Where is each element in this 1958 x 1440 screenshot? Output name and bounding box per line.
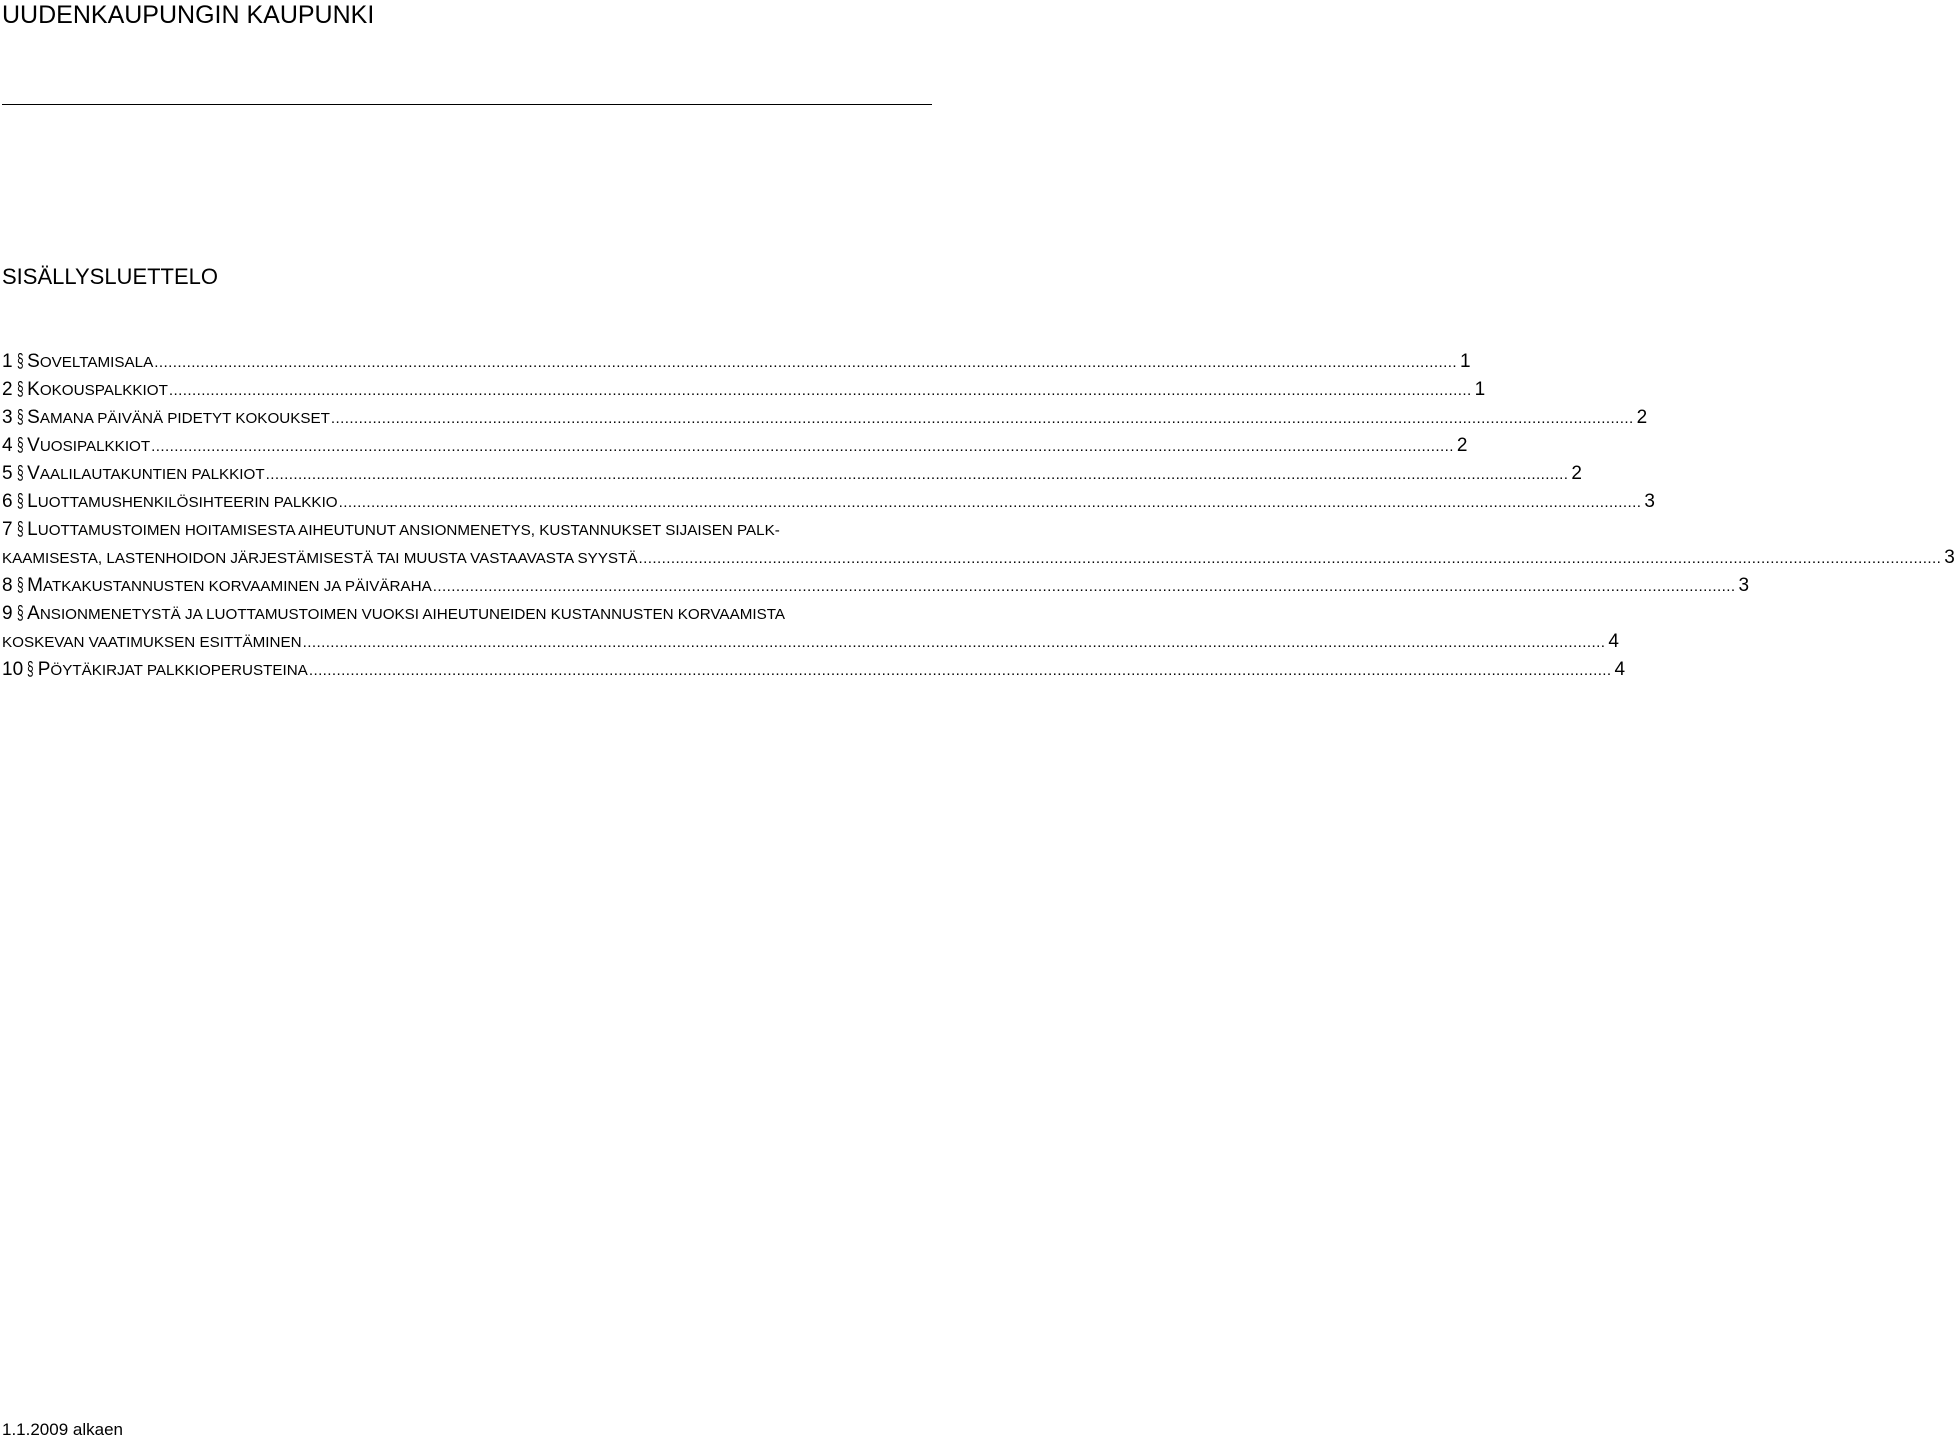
- toc-dot-leader: ..........................................................................................................................................................................................................................................................................................: [330, 410, 1634, 427]
- toc-entry-9-continuation[interactable]: [2, 628, 1619, 656]
- toc-dot-leader: ..........................................................................................................................................................................................................................................................................................: [338, 494, 1642, 511]
- validity-date-note: 1.1.2009 alkaen: [2, 1420, 123, 1439]
- section-sign-icon: §: [16, 407, 24, 428]
- toc-entry-title-continuation: KAAMISESTA, LASTENHOIDON JÄRJESTÄMISESTÄ TAI MUUSTA VASTAAVASTA SYYSTÄ: [2, 550, 638, 567]
- toc-dot-leader: ..........................................................................................................................................................................................................................................................................................: [432, 578, 1736, 595]
- section-sign-icon: §: [16, 491, 24, 512]
- document-title: UUDENKAUPUNGIN KAUPUNKI: [2, 1, 375, 29]
- toc-entry-title: AMANA PÄIVÄNÄ PIDETYT KOKOUKSET: [39, 410, 330, 427]
- toc-entry-1[interactable]: [2, 348, 1471, 376]
- toc-page-number: 1: [1474, 379, 1486, 400]
- toc-entry-number: 6: [2, 491, 13, 512]
- toc-page-number: 1: [1459, 351, 1471, 372]
- toc-entry-title-initial: V: [27, 435, 40, 456]
- section-sign-icon: §: [27, 659, 34, 680]
- toc-entry-title: NSIONMENETYSTÄ JA LUOTTAMUSTOIMEN VUOKSI AIHEUTUNEIDEN KUSTANNUSTEN KORVAAMISTA: [39, 606, 785, 623]
- toc-heading: SISÄLLYSLUETTELO: [2, 264, 219, 289]
- toc-entry-10[interactable]: [2, 656, 1626, 684]
- toc-page-number: 3: [1944, 547, 1955, 568]
- toc-entry-title-initial: L: [27, 519, 38, 540]
- toc-entry-title-initial: K: [27, 379, 40, 400]
- toc-entry-number: 7: [2, 519, 13, 540]
- section-sign-icon: §: [16, 351, 24, 372]
- header-divider: [2, 104, 932, 105]
- table-of-contents: [2, 348, 1955, 684]
- toc-page-number: 2: [1571, 463, 1582, 484]
- section-sign-icon: §: [16, 463, 24, 484]
- toc-entry-number: 10: [2, 659, 24, 680]
- toc-entry-title: UOSIPALKKIOT: [39, 438, 151, 455]
- toc-entry-number: 8: [2, 575, 13, 596]
- toc-entry-number: 1: [2, 351, 13, 372]
- section-sign-icon: §: [16, 603, 24, 624]
- toc-page-number: 4: [1614, 659, 1626, 680]
- toc-page-number: 3: [1738, 575, 1750, 596]
- toc-entry-title-initial: L: [27, 491, 38, 512]
- toc-entry-title-initial: S: [27, 351, 40, 372]
- toc-page-number: 2: [1456, 435, 1468, 456]
- toc-entry-title: ÖYTÄKIRJAT PALKKIOPERUSTEINA: [50, 662, 308, 679]
- toc-entry-title: UOTTAMUSHENKILÖSIHTEERIN PALKKIO: [37, 494, 338, 511]
- toc-entry-title-initial: A: [27, 603, 40, 624]
- toc-page-number: 2: [1636, 407, 1648, 428]
- section-sign-icon: §: [16, 435, 24, 456]
- toc-entry-number: 5: [2, 463, 13, 484]
- toc-entry-title-initial: M: [27, 575, 43, 596]
- toc-entry-8[interactable]: [2, 572, 1750, 600]
- toc-entry-7-continuation[interactable]: [2, 544, 1955, 572]
- toc-entry-7[interactable]: [2, 516, 960, 544]
- toc-dot-leader: ..........................................................................................................................................................................................................................................................................................: [638, 550, 1942, 567]
- toc-entry-title: ATKAKUSTANNUSTEN KORVAAMINEN JA PÄIVÄRAHA: [42, 578, 432, 595]
- toc-entry-title-continuation: KOSKEVAN VAATIMUKSEN ESITTÄMINEN: [2, 634, 302, 651]
- toc-entry-title: OVELTAMISALA: [39, 354, 154, 371]
- toc-entry-title: UOTTAMUSTOIMEN HOITAMISESTA AIHEUTUNUT ANSIONMENETYS, KUSTANNUKSET SIJAISEN PALK-: [37, 522, 780, 539]
- toc-entry-number: 2: [2, 379, 13, 400]
- toc-entry-title: OKOUSPALKKIOT: [39, 382, 168, 399]
- toc-entry-3[interactable]: [2, 404, 1648, 432]
- section-sign-icon: §: [16, 575, 24, 596]
- toc-dot-leader: ..........................................................................................................................................................................................................................................................................................: [302, 634, 1606, 651]
- toc-entry-6[interactable]: [2, 488, 1655, 516]
- toc-entry-number: 3: [2, 407, 13, 428]
- toc-page-number: 4: [1608, 631, 1619, 652]
- toc-entry-2[interactable]: [2, 376, 1486, 404]
- toc-dot-leader: ..........................................................................................................................................................................................................................................................................................: [168, 382, 1472, 399]
- toc-dot-leader: ..........................................................................................................................................................................................................................................................................................: [308, 662, 1612, 679]
- section-sign-icon: §: [16, 519, 24, 540]
- toc-entry-number: 9: [2, 603, 13, 624]
- toc-dot-leader: ..........................................................................................................................................................................................................................................................................................: [154, 354, 1457, 371]
- toc-entry-5[interactable]: [2, 460, 1582, 488]
- toc-entry-title-initial: V: [27, 463, 40, 484]
- toc-dot-leader: ..........................................................................................................................................................................................................................................................................................: [151, 438, 1454, 455]
- toc-entry-title-initial: S: [27, 407, 40, 428]
- toc-dot-leader: ..........................................................................................................................................................................................................................................................................................: [265, 466, 1569, 483]
- toc-entry-9[interactable]: [2, 600, 960, 628]
- toc-entry-number: 4: [2, 435, 13, 456]
- toc-page-number: 3: [1644, 491, 1655, 512]
- toc-entry-title-initial: P: [37, 659, 51, 680]
- toc-entry-title: AALILAUTAKUNTIEN PALKKIOT: [39, 466, 265, 483]
- toc-entry-4[interactable]: [2, 432, 1468, 460]
- section-sign-icon: §: [16, 379, 24, 400]
